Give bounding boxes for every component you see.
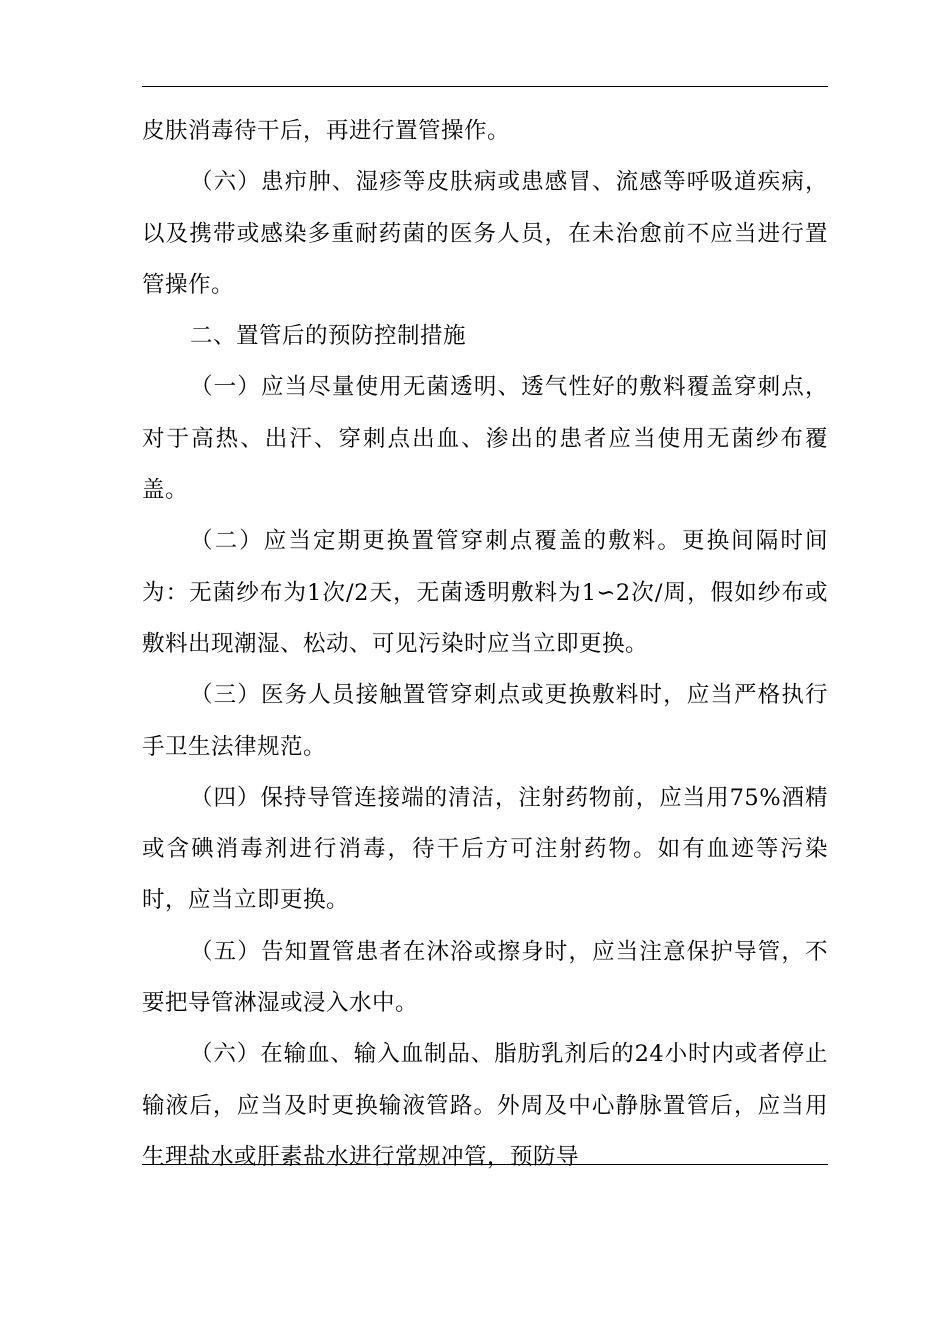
document-body	[142, 106, 828, 1183]
paragraph-continuation: 皮肤消毒待干后，再进行置管操作。	[142, 118, 511, 144]
header-rule	[142, 86, 828, 87]
paragraph-item-3-hand-hygiene: （三）医务人员接触置管穿刺点或更换敷料时，应当严格执行手卫生法律规范。	[142, 682, 828, 760]
paragraph-item-1-dressing: （一）应当尽量使用无菌透明、透气性好的敷料覆盖穿刺点，对于高热、出汗、穿刺点出血、渗出的患者应当使用无菌纱布覆盖。	[142, 374, 828, 504]
paragraph-item-4-connector: （四）保持导管连接端的清洁，注射药物前，应当用75%酒精或含碘消毒剂进行消毒，待干后方可注射药物。如有血迹等污染时，应当立即更换。	[142, 784, 828, 914]
section-heading-post-insertion: 二、置管后的预防控制措施	[190, 323, 467, 350]
paragraph-item-2-replacement: （二）应当定期更换置管穿刺点覆盖的敷料。更换间隔时间为：无菌纱布为1次/2天，无菌透明敷料为1∽2次/周，假如纱布或敷料出现潮湿、松动、可见污染时应当立即更换。	[142, 528, 828, 657]
footer-rule	[142, 1164, 828, 1165]
paragraph-item-5-bathing: （五）告知置管患者在沐浴或擦身时，应当注意保护导管，不要把导管淋湿或浸入水中。	[142, 938, 828, 1017]
paragraph-item-6-staff: （六）患疖肿、湿疹等皮肤病或患感冒、流感等呼吸道疾病，以及携带或感染多重耐药菌的医务人员，在未治愈前不应当进行置管操作。	[142, 169, 828, 298]
paragraph-item-6-tubing: （六）在输血、输入血制品、脂肪乳剂后的24小时内或者停止输液后，应当及时更换输液管路。外周及中心静脉置管后，应当用生理盐水或肝素盐水进行常规冲管，预防导	[142, 1041, 828, 1170]
